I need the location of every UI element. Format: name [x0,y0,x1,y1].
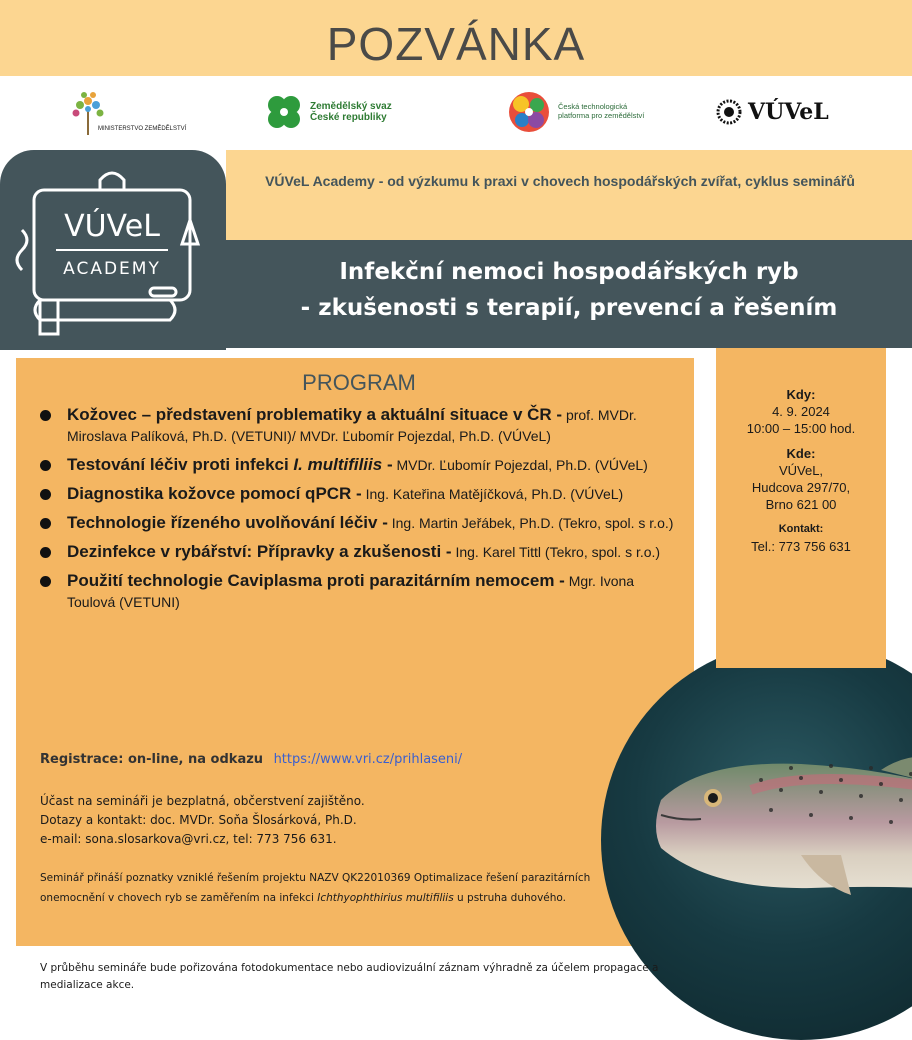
event-time: 10:00 – 15:00 hod. [746,421,856,436]
ministry-name: MINISTERSTVO ZEMĚDĚLSTVÍ [98,125,187,132]
platform-icon [506,89,552,135]
contact-group [716,521,886,555]
info-line-3: e-mail: sona.slosarkova@vri.cz, tel: 773 756 631. [40,832,337,846]
platform-logo [506,84,644,140]
vuvel-logo [716,84,829,140]
academy-emblem [0,150,226,350]
academy-sub: ACADEMY [63,259,161,279]
contact-label: Kontakt: [778,523,824,535]
program-item: Použití technologie Caviplasma proti parazitárním nemocem - Mgr. Ivona Toulová (VETUNI) [40,570,680,613]
program-heading: PROGRAM [302,370,416,395]
svaz-line1: Zemědělský svaz [310,100,392,112]
contact-phone: Tel.: 773 756 631 [751,539,851,554]
seminar-title [226,254,912,326]
event-date: 4. 9. 2024 [772,404,830,419]
registration-label: Registrace: on-line, na odkazu [40,752,264,767]
series-subtitle: VÚVeL Academy - od výzkumu k praxi v chovech hospodářských zvířat, cyklus seminářů [265,173,855,189]
program-item: Dezinfekce v rybářství: Přípravky a zkušenosti - Ing. Karel Tittl (Tekro, spol. s r.o.) [40,541,680,563]
clover-icon [264,92,304,132]
page-title: POZVÁNKA [326,18,586,70]
ministry-logo [66,84,186,140]
seminar-title-line2: - zkušenosti s terapií, prevencí a řešením [300,295,838,321]
program-item: Diagnostika kožovce pomocí qPCR - Ing. Kateřina Matějíčková, Ph.D. (VÚVeL) [40,483,680,505]
place-line-3: Brno 621 00 [765,497,837,512]
academy-logo-box [0,150,226,350]
project-note: Seminář přináší poznatky vzniklé řešením projektu NAZV QK22010369 Optimalizace řešení parazitárních onemocnění v chovech ryb se zaměřením na infekci Ichthyophthirius multifiliis u pstruha duhového. [40,872,591,904]
place-line-1: VÚVeL, [778,463,824,478]
platform-line2: platforma pro zemědělství [558,111,645,120]
seminar-title-line1: Infekční nemoci hospodářských ryb [339,259,799,285]
vuvel-logo-text: VÚVeL [748,99,829,125]
photo-notice: V průběhu semináře bude pořizována fotodokumentace nebo audiovizuální záznam výhradně za účelem propagace a medializace akce. [40,962,659,991]
registration-link[interactable]: https://www.vri.cz/prihlaseni/ [273,752,463,767]
academy-name: VÚVeL [64,209,160,244]
info-line-2: Dotazy a kontakt: doc. MVDr. Soňa Šlosárková, Ph.D. [40,813,357,827]
when-label: Kdy: [786,387,816,402]
vuvel-emblem-icon [716,99,742,125]
svaz-line2: České republiky [310,112,387,123]
svaz-logo [264,84,392,140]
where-label: Kde: [786,446,816,461]
when-group [716,386,886,437]
info-line-1: Účast na semináři je bezplatná, občerstvení zajištěno. [40,794,365,808]
top-banner [0,0,912,76]
program-item: Kožovec – představení problematiky a aktuální situace v ČR - prof. MVDr. Miroslava Palíková, Ph.D. (VETUNI)/ MVDr. Ľubomír Pojezdal, Ph.D. (VÚVeL) [40,404,680,447]
where-group [716,445,886,513]
registration-line [40,752,462,767]
info-block [40,792,600,849]
platform-line1: Česká technologická [558,102,628,112]
program-item: Technologie řízeného uvolňování léčiv - Ing. Martin Jeřábek, Ph.D. (Tekro, spol. s r.o.) [40,512,680,534]
program-item: Testování léčiv proti infekci I. multifiliis - MVDr. Ľubomír Pojezdal, Ph.D. (VÚVeL) [40,454,680,476]
event-details-box [716,348,886,668]
program-list [40,404,680,620]
place-line-2: Hudcova 297/70, [751,480,851,495]
series-bar [226,150,912,240]
